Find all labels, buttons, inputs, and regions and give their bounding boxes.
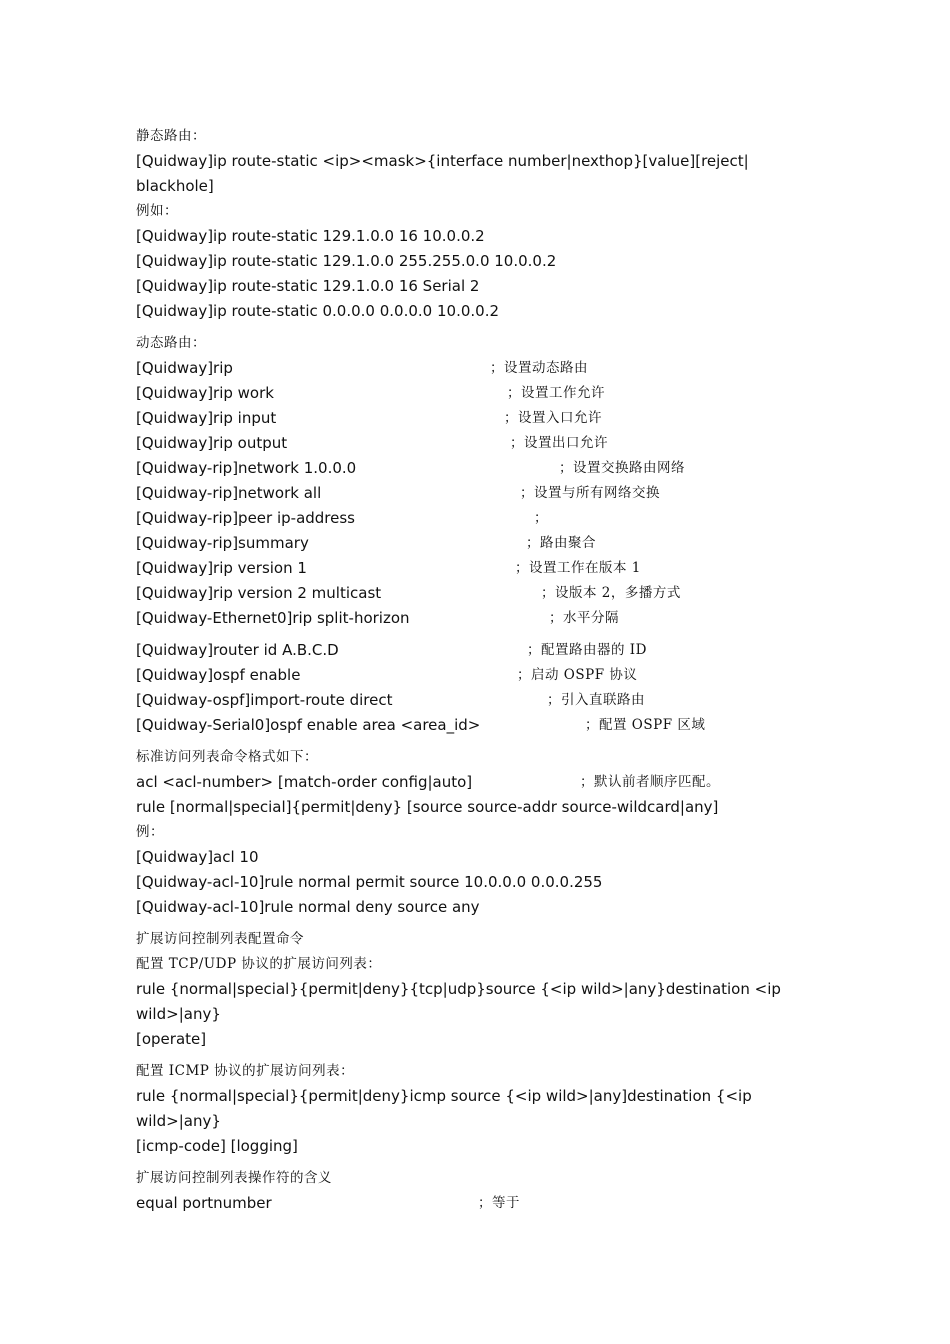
static-example: [Quidway]ip route-static 129.1.0.0 255.255.0.0 10.0.0.2 — [136, 252, 557, 270]
ospf-command: [Quidway-Serial0]ospf enable area <area_id> — [136, 716, 481, 734]
rip-comment: ；设置交换路由网络 — [559, 460, 685, 476]
acl-example-label: 例： — [136, 824, 164, 840]
rip-command: [Quidway]rip output — [136, 434, 288, 452]
rip-comment: ；水平分隔 — [549, 610, 619, 626]
rip-comment: ；设版本 2，多播方式 — [541, 585, 681, 601]
tcp-udp-syntax-operate: [operate] — [136, 1030, 207, 1048]
tcp-udp-heading: 配置 TCP/UDP 协议的扩展访问列表： — [136, 956, 382, 972]
operators-heading: 扩展访问控制列表操作符的含义 — [136, 1170, 332, 1186]
operator-comment: ；等于 — [478, 1195, 520, 1211]
rip-command: [Quidway-rip]network all — [136, 484, 322, 502]
static-example-label: 例如： — [136, 203, 178, 219]
acl-example: [Quidway-acl-10]rule normal deny source any — [136, 898, 480, 916]
rip-comment: ；路由聚合 — [526, 535, 596, 551]
acl-syntax-comment: ；默认前者顺序匹配。 — [580, 774, 720, 790]
rip-comment: ； — [534, 510, 548, 526]
rip-command: [Quidway-rip]network 1.0.0.0 — [136, 459, 357, 477]
rip-comment: ；设置与所有网络交换 — [520, 485, 660, 501]
rip-command: [Quidway]rip work — [136, 384, 274, 402]
ospf-comment: ；启动 OSPF 协议 — [517, 667, 638, 683]
rip-command: [Quidway]rip — [136, 359, 233, 377]
rip-comment: ；设置出口允许 — [510, 435, 608, 451]
rip-command: [Quidway-rip]summary — [136, 534, 309, 552]
rip-comment: ；设置工作在版本 1 — [515, 560, 641, 576]
icmp-syntax: rule {normal|special}{permit|deny}icmp source {<ip wild>|any]destination {<ip — [136, 1087, 752, 1105]
rip-command: [Quidway]rip input — [136, 409, 277, 427]
static-example: [Quidway]ip route-static 129.1.0.0 16 Serial 2 — [136, 277, 480, 295]
icmp-syntax-cont: wild>|any} — [136, 1112, 221, 1130]
rip-comment: ；设置工作允许 — [507, 385, 605, 401]
tcp-udp-syntax: rule {normal|special}{permit|deny}{tcp|udp}source {<ip wild>|any}destination <ip — [136, 980, 781, 998]
static-route-syntax-cont: blackhole] — [136, 177, 214, 195]
acl-example: [Quidway]acl 10 — [136, 848, 259, 866]
rule-syntax: rule [normal|special]{permit|deny} [source source-addr source-wildcard|any] — [136, 798, 719, 816]
ospf-comment: ；配置 OSPF 区域 — [585, 717, 706, 733]
standard-acl-heading: 标准访问列表命令格式如下： — [136, 749, 318, 765]
dynamic-route-heading: 动态路由： — [136, 335, 206, 351]
operator-command: equal portnumber — [136, 1194, 272, 1212]
rip-command: [Quidway]rip version 2 multicast — [136, 584, 382, 602]
icmp-heading: 配置 ICMP 协议的扩展访问列表： — [136, 1063, 355, 1079]
rip-comment: ；设置入口允许 — [504, 410, 602, 426]
ospf-command: [Quidway-ospf]import-route direct — [136, 691, 393, 709]
static-route-heading: 静态路由： — [136, 128, 206, 144]
rip-command: [Quidway]rip version 1 — [136, 559, 307, 577]
ospf-comment: ；配置路由器的 ID — [527, 642, 647, 658]
rip-comment: ；设置动态路由 — [490, 360, 588, 376]
ospf-command: [Quidway]router id A.B.C.D — [136, 641, 339, 659]
acl-syntax: acl <acl-number> [match-order config|auto] — [136, 773, 473, 791]
ospf-comment: ；引入直联路由 — [547, 692, 645, 708]
static-example: [Quidway]ip route-static 129.1.0.0 16 10.0.0.2 — [136, 227, 485, 245]
icmp-syntax-options: [icmp-code] [logging] — [136, 1137, 298, 1155]
rip-command: [Quidway-Ethernet0]rip split-horizon — [136, 609, 410, 627]
tcp-udp-syntax-cont: wild>|any} — [136, 1005, 221, 1023]
static-example: [Quidway]ip route-static 0.0.0.0 0.0.0.0 10.0.0.2 — [136, 302, 500, 320]
ospf-command: [Quidway]ospf enable — [136, 666, 301, 684]
static-route-syntax: [Quidway]ip route-static <ip><mask>{interface number|nexthop}[value][reject| — [136, 152, 749, 170]
extended-acl-heading: 扩展访问控制列表配置命令 — [136, 931, 304, 947]
rip-command: [Quidway-rip]peer ip-address — [136, 509, 355, 527]
acl-example: [Quidway-acl-10]rule normal permit source 10.0.0.0 0.0.0.255 — [136, 873, 603, 891]
